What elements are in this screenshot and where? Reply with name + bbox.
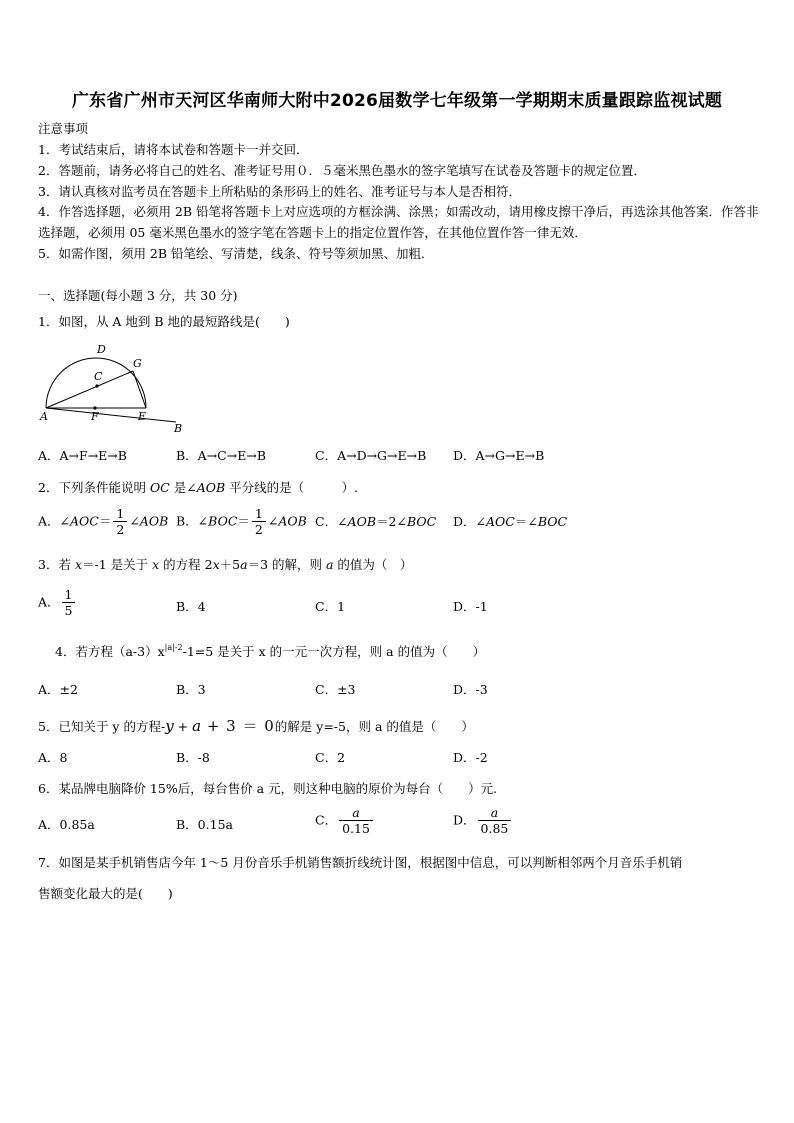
notice-item-4: 4．作答选择题，必须用 2B 铅笔将答题卡上对应选项的方框涂满、涂黑；如需改动，请用橡皮擦干净后，再选涂其他答案．作答非选择题，必须用 05 毫米黑色墨水的签字笔在答题卡上的指定位置作答，在其他位置作答一律无效．: [38, 204, 759, 240]
q5-stem: 5．已知关于 y 的方程-y + a + 3 ＝ 0的解是 y=-5，则 a 的值是（ ）: [38, 717, 474, 735]
q2-stem: 2．下列条件能说明 OC 是∠AOB 平分线的是（ ）.: [38, 480, 359, 495]
q3-option-b[interactable]: B．4: [176, 599, 206, 614]
q6-option-a[interactable]: A．0.85a: [38, 817, 95, 832]
q1-option-b[interactable]: B．A→C→E→B: [176, 448, 267, 463]
q3-option-c[interactable]: C．1: [315, 599, 346, 614]
q6-option-d-fraction: $\frac{a}{0.85}$: [478, 806, 512, 836]
notice-heading: 注意事项: [38, 121, 89, 136]
q3-option-a-fraction: $\frac{1}{5}$: [62, 588, 76, 618]
q2-option-c[interactable]: C．∠AOB＝2∠BOC: [315, 514, 437, 529]
q3-stem: 3．若 x＝-1 是关于 x 的方程 2x＋5a＝3 的解，则 a 的值为（ ）: [38, 557, 413, 572]
q4-option-c[interactable]: C．±3: [315, 682, 356, 697]
q6-option-c[interactable]: C． $\frac{a}{0.15}$: [315, 806, 375, 836]
q1-figure: [36, 340, 196, 435]
page-title: 广东省广州市天河区华南师大附中2026届数学七年级第一学期期末质量跟踪监视试题: [71, 91, 723, 111]
q7-stem-line-2: 售额变化最大的是( ): [38, 886, 173, 901]
q6-option-d[interactable]: D． $\frac{a}{0.85}$: [453, 806, 513, 836]
q1-line-ab: [46, 408, 176, 422]
q6-option-b[interactable]: B．0.15a: [176, 817, 233, 832]
q1-point-c: [95, 384, 98, 387]
q1-label-g: G: [133, 357, 142, 370]
q1-option-a[interactable]: A．A→F→E→B: [38, 448, 127, 463]
q4-stem: 4．若方程$(a-3)x^{|a|-2}-1=5$ 是关于 x 的一元一次方程，则 a 的值为（ ）: [55, 643, 486, 659]
q3-option-a[interactable]: A． $\frac{1}{5}$: [38, 588, 77, 618]
q5-option-a[interactable]: A．8: [38, 750, 68, 765]
notice-item-2: 2．答题前，请务必将自己的姓名、准考证号用０．５毫米黑色墨水的签字笔填写在试卷及答题卡的规定位置．: [38, 163, 646, 178]
q1-label-b: B: [174, 422, 183, 435]
q2-option-a-fraction: $\frac{1}{2}$: [113, 507, 127, 537]
q2-option-a[interactable]: A．∠AOC＝ $\frac{1}{2}$ ∠AOB: [38, 506, 169, 537]
q4-option-d[interactable]: D．-3: [453, 682, 488, 697]
q4-option-b[interactable]: B．3: [176, 682, 206, 697]
q1-line-ag: [46, 371, 133, 408]
section-heading: 一、选择题(每小题 3 分，共 30 分): [38, 288, 238, 303]
q6-option-c-fraction: $\frac{a}{0.15}$: [339, 806, 373, 836]
q1-option-c[interactable]: C．A→D→G→E→B: [315, 448, 427, 463]
notice-item-3: 3．请认真核对监考员在答题卡上所粘贴的条形码上的姓名、准考证号与本人是否相符．: [38, 184, 521, 199]
q1-line-ge: [133, 371, 146, 408]
q5-option-d[interactable]: D．-2: [453, 750, 488, 765]
q1-label-e: E: [138, 410, 147, 423]
q1-label-d: D: [97, 343, 106, 356]
q3-option-d[interactable]: D．-1: [453, 599, 488, 614]
notice-item-1: 1．考试结束后，请将本试卷和答题卡一并交回．: [38, 142, 309, 157]
q1-label-a: A: [40, 410, 48, 423]
q1-option-d[interactable]: D．A→G→E→B: [453, 448, 545, 463]
q4-option-a[interactable]: A．±2: [38, 682, 78, 697]
q2-option-b[interactable]: B．∠BOC＝ $\frac{1}{2}$ ∠AOB: [176, 506, 307, 537]
q5-option-b[interactable]: B．-8: [176, 750, 210, 765]
q1-label-f: F: [91, 410, 99, 423]
q2-option-b-fraction: $\frac{1}{2}$: [252, 507, 266, 537]
q7-stem-line-1: 7．如图是某手机销售店今年 1～5 月份音乐手机销售额折线统计图，根据图中信息，可以判断相邻两个月音乐手机销: [38, 855, 683, 870]
notice-item-5: 5．如需作图，须用 2B 铅笔绘、写清楚，线条、符号等须加黑、加粗．: [38, 246, 434, 261]
q1-stem: 1．如图，从 A 地到 B 地的最短路线是( ): [38, 314, 290, 329]
q6-stem: 6．某品牌电脑降价 15%后，每台售价 a 元，则这种电脑的原价为每台（ ）元.: [38, 781, 498, 796]
q1-semicircle: [46, 358, 146, 408]
q5-option-c[interactable]: C．2: [315, 750, 346, 765]
q1-label-c: C: [94, 370, 103, 383]
q2-option-d[interactable]: D．∠AOC＝∠BOC: [453, 514, 568, 529]
